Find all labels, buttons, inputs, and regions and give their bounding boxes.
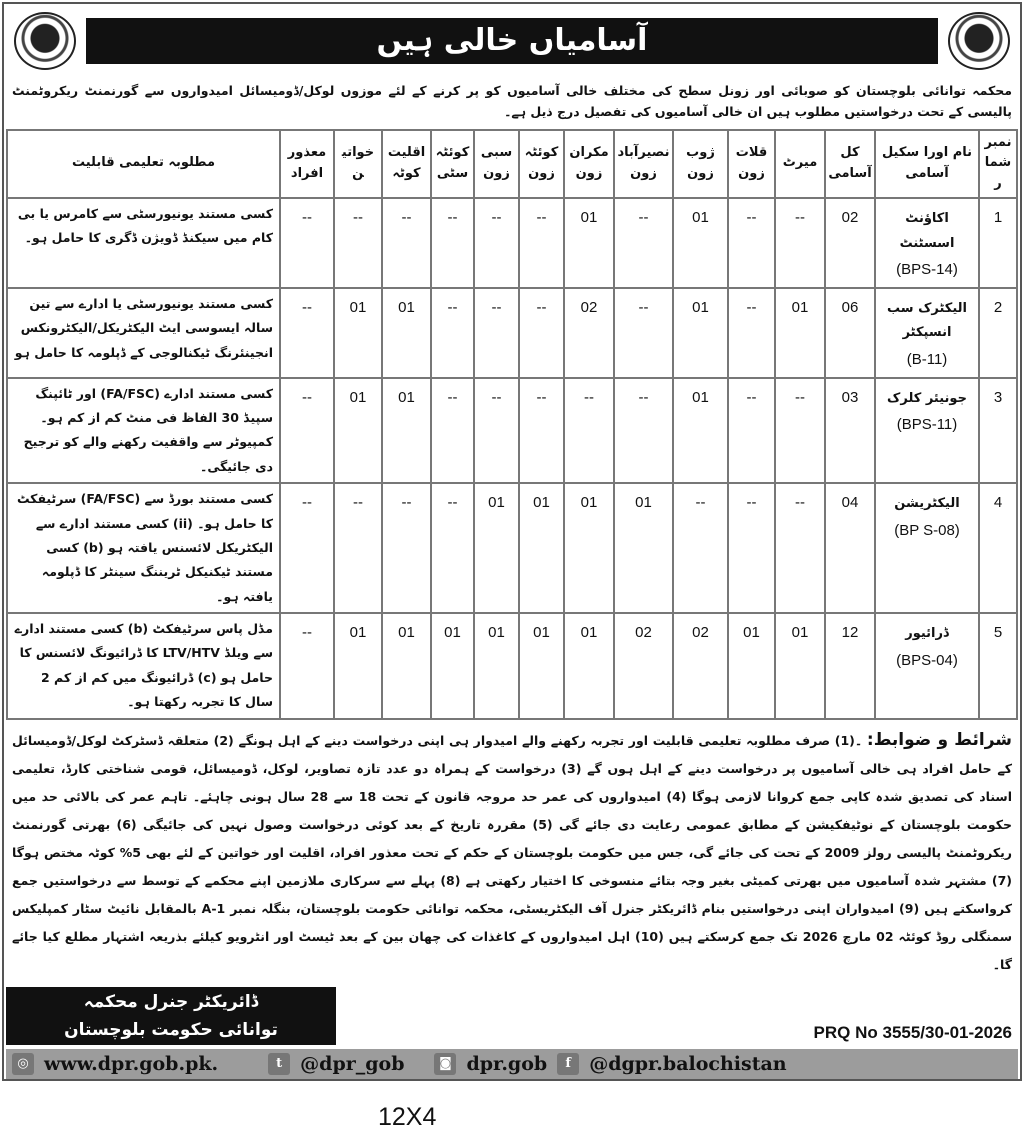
qualification: کسی مستند ادارے (FA/FSC) اور ٹائپنگ سپیڈ 30 الفاظ فی منٹ کم از کم ہو۔ کمپیوٹر سے واقفیت رکھنے والے کو ترجیح دی جائیگی۔: [7, 378, 280, 484]
post-name: [875, 613, 979, 719]
quota-cell: --: [334, 198, 382, 288]
quota-cell: 01: [775, 288, 825, 378]
column-header: اقلیت کوٹہ: [382, 130, 431, 198]
table-row: [7, 613, 1017, 719]
quota-cell: 01: [431, 613, 474, 719]
column-header: معذور افراد: [280, 130, 334, 198]
table-row: [7, 483, 1017, 613]
column-header: نمبر شمار: [979, 130, 1017, 198]
column-header: نام اورا سکیل آسامی: [875, 130, 979, 198]
quota-cell: 02: [614, 613, 673, 719]
quota-cell: --: [431, 378, 474, 484]
intro-text: محکمہ توانائی بلوچستان کو صوبائی اور زونل سطح کی مختلف خالی آسامیوں کو پر کرنے کے لئے موزوں لوکل/ڈومیسائل امیدواروں سے گورنمنٹ ریکروٹمنٹ پالیسی کے تحت درخواستیں مطلوب ہیں ان خالی آسامیوں کی تفصیل درج ذیل ہے۔: [12, 83, 1012, 120]
post-scale: (B-11): [906, 351, 948, 369]
quota-cell: --: [334, 483, 382, 613]
quota-cell: --: [431, 198, 474, 288]
qualification: کسی مستند یونیورسٹی یا ادارے سے تین سالہ ایسوسی ایٹ الیکٹریکل/الیکٹرونکس انجینئرنگ ٹیکنالوجی کے ڈپلومہ کا حامل ہو: [7, 288, 280, 378]
row-number: 5: [979, 613, 1017, 719]
website-link[interactable]: www.dpr.gob.pk.: [44, 1052, 219, 1075]
quota-cell: --: [775, 378, 825, 484]
quota-cell: --: [614, 198, 673, 288]
column-header: خواتین: [334, 130, 382, 198]
twitter-icon: t: [268, 1053, 290, 1075]
quota-cell: 01: [564, 483, 614, 613]
facebook-icon: f: [557, 1053, 579, 1075]
qualification: کسی مستند یونیورسٹی سے کامرس یا بی کام میں سیکنڈ ڈویژن ڈگری کا حامل ہو۔: [7, 198, 280, 288]
post-scale: (BPS-04): [896, 651, 958, 669]
quota-cell: --: [280, 613, 334, 719]
quota-cell: --: [775, 483, 825, 613]
post-name: [875, 483, 979, 613]
ad-size-label: 12X4: [378, 1102, 437, 1131]
signature-line-2: توانائی حکومت بلوچستان: [64, 1019, 278, 1040]
bottom-row: [6, 987, 1018, 1045]
column-header: کوئٹہ سٹی: [431, 130, 474, 198]
signature-line-1: ڈائریکٹر جنرل محکمہ: [83, 991, 259, 1012]
page-title: آسامیاں خالی ہیں: [86, 18, 938, 64]
terms-heading: شرائط و ضوابط:: [866, 729, 1012, 750]
row-number: 1: [979, 198, 1017, 288]
total-posts: 03: [825, 378, 875, 484]
table-row: [7, 378, 1017, 484]
terms-and-conditions: [12, 726, 1012, 979]
total-posts: 12: [825, 613, 875, 719]
quota-cell: --: [775, 198, 825, 288]
quota-cell: 01: [382, 288, 431, 378]
table-row: [7, 198, 1017, 288]
post-name: [875, 288, 979, 378]
quota-cell: 01: [728, 613, 775, 719]
quota-cell: 02: [564, 288, 614, 378]
quota-cell: --: [280, 288, 334, 378]
post-title: ڈرائیور: [905, 626, 949, 642]
quota-cell: --: [614, 288, 673, 378]
prq-number: PRQ No 3555/30-01-2026: [813, 1022, 1012, 1042]
quota-cell: --: [673, 483, 728, 613]
header: [6, 8, 1018, 74]
quota-cell: --: [728, 378, 775, 484]
post-scale: (BP S-08): [894, 521, 960, 539]
column-header: میرٹ: [775, 130, 825, 198]
column-header: مطلوبہ تعلیمی قابلیت: [7, 130, 280, 198]
qualification: مڈل پاس سرٹیفکٹ (b) کسی مستند ادارے سے ویلڈ LTV/HTV کا ڈرائیونگ لائسنس کا حامل ہو (c) ڈرائیونگ میں کم از کم 2 سال کا تجربہ رکھتا ہو۔: [7, 613, 280, 719]
post-title: الیکٹرک سب انسپکٹر: [887, 300, 967, 341]
instagram-handle[interactable]: dpr.gob: [466, 1052, 548, 1075]
quota-cell: 01: [673, 198, 728, 288]
post-title: جونیئر کلرک: [887, 390, 967, 406]
quota-cell: 02: [673, 613, 728, 719]
quota-cell: --: [382, 483, 431, 613]
total-posts: 06: [825, 288, 875, 378]
quota-cell: --: [728, 198, 775, 288]
column-header: نصیرآباد زون: [614, 130, 673, 198]
quota-cell: --: [474, 288, 519, 378]
quota-cell: 01: [519, 613, 564, 719]
emblem-left-logo: [14, 12, 76, 70]
post-title: اکاؤنٹ اسسٹنٹ: [899, 210, 955, 251]
column-header: قلات زون: [728, 130, 775, 198]
quota-cell: 01: [334, 288, 382, 378]
quota-cell: 01: [673, 288, 728, 378]
quota-cell: 01: [382, 613, 431, 719]
quota-cell: --: [614, 378, 673, 484]
quota-cell: 01: [334, 378, 382, 484]
quota-cell: --: [728, 288, 775, 378]
quota-cell: 01: [614, 483, 673, 613]
quota-cell: 01: [564, 613, 614, 719]
facebook-handle[interactable]: @dgpr.balochistan: [589, 1052, 787, 1075]
column-header: ژوب زون: [673, 130, 728, 198]
quota-cell: --: [519, 198, 564, 288]
post-scale: (BPS-11): [896, 416, 958, 434]
quota-cell: 01: [775, 613, 825, 719]
quota-cell: --: [280, 483, 334, 613]
twitter-handle[interactable]: @dpr_gob: [300, 1052, 405, 1075]
column-header: کوئٹہ زون: [519, 130, 564, 198]
quota-cell: 01: [474, 483, 519, 613]
vacancy-table: [6, 129, 1018, 720]
quota-cell: 01: [382, 378, 431, 484]
row-number: 4: [979, 483, 1017, 613]
terms-text: ۔(1) صرف مطلوبہ تعلیمی قابلیت اور تجربہ رکھنے والے امیدوار ہی اپنی درخواست دینے کے اہل ہونگے (2) متعلقہ ڈسٹرکٹ لوکل/ڈومیسائل کے حامل افراد ہی خالی آسامیوں پر درخواست دینے کے اہل ہوں گے (3) درخواست کے ہمراہ دو عدد تازہ تصاویر، لوکل، ڈومیسائل، قومی شناختی کارڈ، تعلیمی اسناد کی تصدیق شدہ کاپی جمع کروانا لازمی ہوگا (4) امیدواروں کی عمر حد مروجہ قانون کے تحت 18 سے 28 سال ہونی چاہئے۔ تاہم عمر کی بالائی حد میں حکومت بلوچستان کے نوٹیفکیشن کے مطابق عمومی رعایت دی جائے گی (5) مقررہ تاریخ کے بعد کوئی درخواست وصول نہیں کی جائیگی (6) بھرتی گورنمنٹ ریکروٹمنٹ پالیسی رولز 2009 کے تحت کی جائے گی، جس میں حکومت بلوچستان کے حکم کے تحت معذور افراد، اقلیت اور خواتین کے لئے بھی 5% کوٹہ مختص ہوگا (7) مشتہر شدہ آسامیوں میں بھرتی کمیٹی بغیر وجہ بتائے منسوخی کا اختیار رکھتی ہے (8) پہلے سے سرکاری ملازمین اپنے محکمے کے توسط سے درخواستیں جمع کرواسکتے ہیں (9) امیدواران اپنی درخواستیں بنام ڈائریکٹر جنرل آف الیکٹریسٹی، محکمہ توانائی حکومت بلوچستان، بنگلہ نمبر A-1 بالمقابل نائیٹ سٹار کمپلیکس سمنگلی روڈ کوئٹہ 02 مارچ 2026 تک جمع کرسکتے ہیں (10) اہل امیدواروں کے کاغذات کی چھان بین کے بعد ٹیسٹ اور انٹرویو کیلئے بذریعہ اشتہار مطلع کیا جائے گا۔: [12, 732, 1013, 972]
quota-cell: 01: [334, 613, 382, 719]
quota-cell: --: [728, 483, 775, 613]
post-name: [875, 378, 979, 484]
quota-cell: --: [519, 378, 564, 484]
quota-cell: 01: [564, 198, 614, 288]
globe-icon: ◎: [12, 1053, 34, 1075]
post-scale: (BPS-14): [896, 261, 958, 279]
advertisement-frame: [2, 2, 1022, 1081]
total-posts: 02: [825, 198, 875, 288]
signature-block: [6, 987, 336, 1045]
quota-cell: 01: [519, 483, 564, 613]
emblem-right-logo: [948, 12, 1010, 70]
instagram-icon: ◙: [434, 1053, 456, 1075]
quota-cell: --: [382, 198, 431, 288]
quota-cell: --: [564, 378, 614, 484]
qualification: کسی مستند بورڈ سے (FA/FSC) سرٹیفکٹ کا حامل ہو۔ (ii) کسی مستند ادارے سے الیکٹریکل لائسنس یافتہ ہو (b) کسی مستند ٹیکنیکل ٹریننگ سینٹر کا ڈپلومہ یافتہ ہو۔: [7, 483, 280, 613]
quota-cell: --: [431, 288, 474, 378]
quota-cell: --: [280, 378, 334, 484]
post-title: الیکٹریشن: [894, 496, 960, 512]
footer-bar: [6, 1049, 1018, 1079]
column-header: مکران زون: [564, 130, 614, 198]
table-row: [7, 288, 1017, 378]
quota-cell: --: [474, 378, 519, 484]
column-header: سبی زون: [474, 130, 519, 198]
quota-cell: 01: [474, 613, 519, 719]
quota-cell: --: [519, 288, 564, 378]
post-name: [875, 198, 979, 288]
quota-cell: 01: [673, 378, 728, 484]
row-number: 2: [979, 288, 1017, 378]
quota-cell: --: [280, 198, 334, 288]
row-number: 3: [979, 378, 1017, 484]
table-header-row: [7, 130, 1017, 198]
column-header: کل آسامی: [825, 130, 875, 198]
quota-cell: --: [474, 198, 519, 288]
quota-cell: --: [431, 483, 474, 613]
total-posts: 04: [825, 483, 875, 613]
